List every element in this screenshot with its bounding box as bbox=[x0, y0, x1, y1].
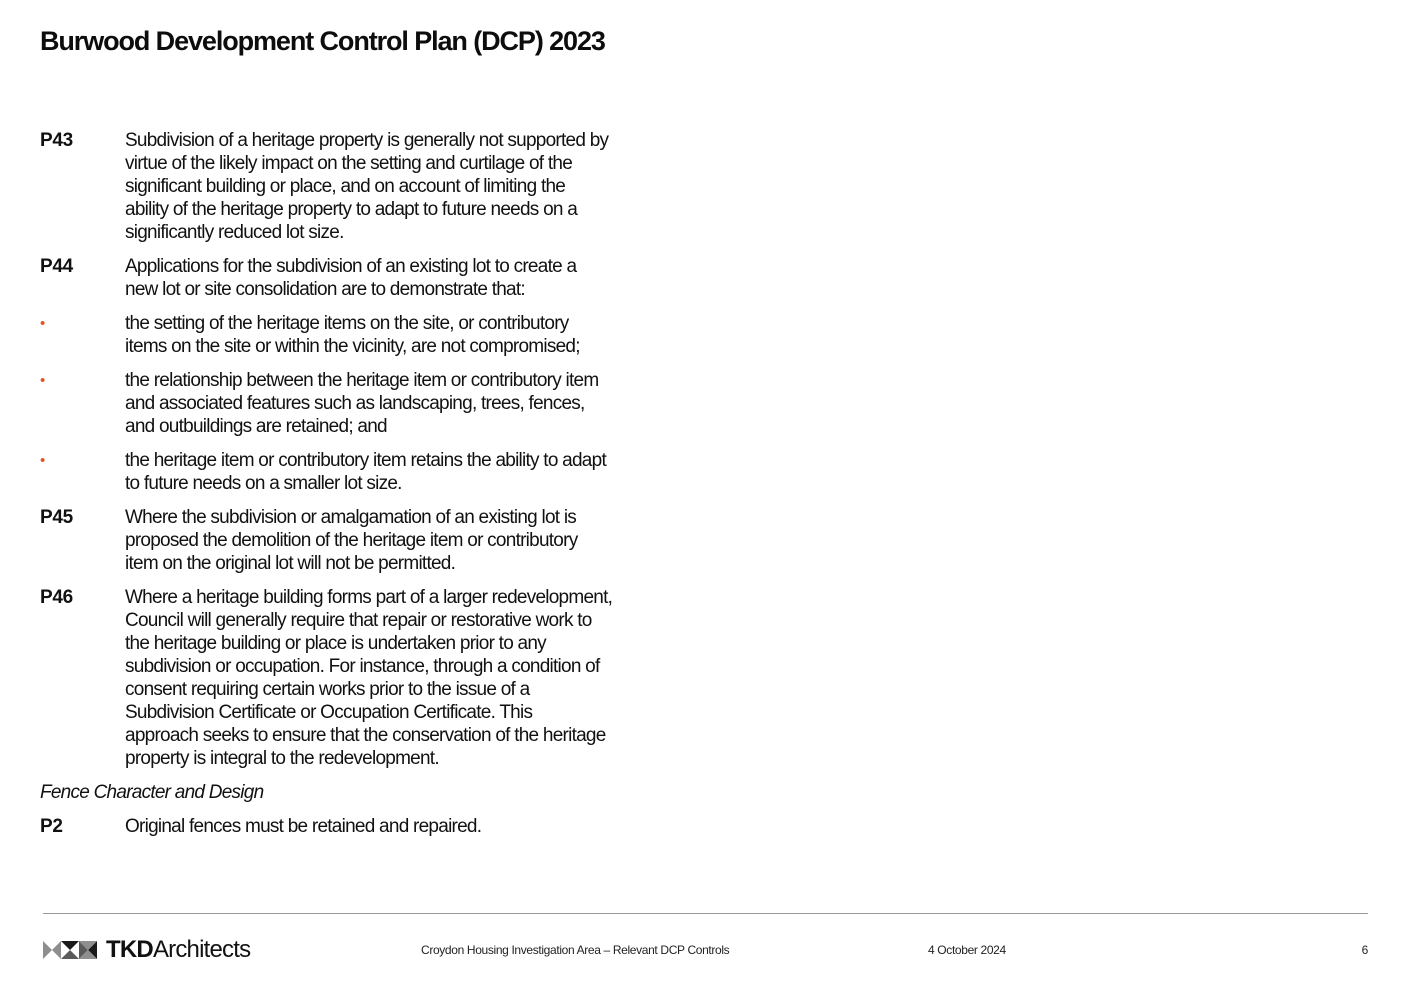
logo-text-light: Architects bbox=[152, 936, 251, 963]
bullet-item bbox=[40, 312, 680, 358]
clause-p45 bbox=[40, 506, 680, 575]
bullet-text: the setting of the heritage items on the site, or contributory items on the site or within the vicinity, are not compromised; bbox=[125, 313, 580, 357]
clause-text: Where a heritage building forms part of a larger redevelopment, Council will generally require that repair or restorative work to the heritage building or place is undertaken prior to any subdivision or occupation. For instance, through a condition of consent requiring certain works prior to the issue of a Subdivision Certificate or Occupation Certificate. This approach seeks to ensure that the conservation of the heritage property is integral to the redevelopment. bbox=[125, 587, 613, 769]
footer-document-subject: Croydon Housing Investigation Area – Relevant DCP Controls bbox=[421, 943, 730, 957]
page-number: 6 bbox=[1361, 943, 1368, 957]
clause-text: Original fences must be retained and repaired. bbox=[125, 816, 482, 837]
bullet-icon: • bbox=[40, 372, 46, 389]
bullet-icon: • bbox=[40, 452, 46, 469]
bullet-text: the relationship between the heritage item or contributory item and associated features such as landscaping, trees, fences, and outbuildings are retained; and bbox=[125, 370, 599, 437]
clause-text: Subdivision of a heritage property is generally not supported by virtue of the likely impact on the setting and curtilage of the significant building or place, and on account of limiting the ability of the heritage property to adapt to future needs on a significantly reduced lot size. bbox=[125, 130, 609, 243]
clause-code: P2 bbox=[40, 816, 63, 837]
dcp-controls-list bbox=[40, 129, 680, 849]
clause-code: P43 bbox=[40, 130, 73, 151]
clause-text: Where the subdivision or amalgamation of an existing lot is proposed the demolition of the heritage item or contributory item on the original lot will not be permitted. bbox=[125, 507, 578, 574]
company-logo bbox=[43, 937, 250, 963]
clause-p2 bbox=[40, 815, 680, 838]
clause-text: Applications for the subdivision of an existing lot to create a new lot or site consolidation are to demonstrate that: bbox=[125, 256, 577, 300]
clause-code: P46 bbox=[40, 587, 73, 608]
bullet-item bbox=[40, 369, 680, 438]
section-heading-fence: Fence Character and Design bbox=[40, 782, 264, 803]
clause-p46 bbox=[40, 586, 680, 770]
clause-code: P45 bbox=[40, 507, 73, 528]
page-title: Burwood Development Control Plan (DCP) 2023 bbox=[40, 26, 605, 56]
footer-divider bbox=[43, 913, 1368, 914]
bullet-item bbox=[40, 449, 680, 495]
clause-code: P44 bbox=[40, 256, 73, 277]
tkd-triangles-logo-icon bbox=[43, 941, 97, 959]
bullet-icon: • bbox=[40, 315, 46, 332]
bullet-text: the heritage item or contributory item retains the ability to adapt to future needs on a smaller lot size. bbox=[125, 450, 606, 494]
clause-p43 bbox=[40, 129, 680, 244]
footer-date: 4 October 2024 bbox=[928, 943, 1006, 957]
logo-text-bold: TKD bbox=[106, 936, 153, 963]
clause-p44 bbox=[40, 255, 680, 301]
